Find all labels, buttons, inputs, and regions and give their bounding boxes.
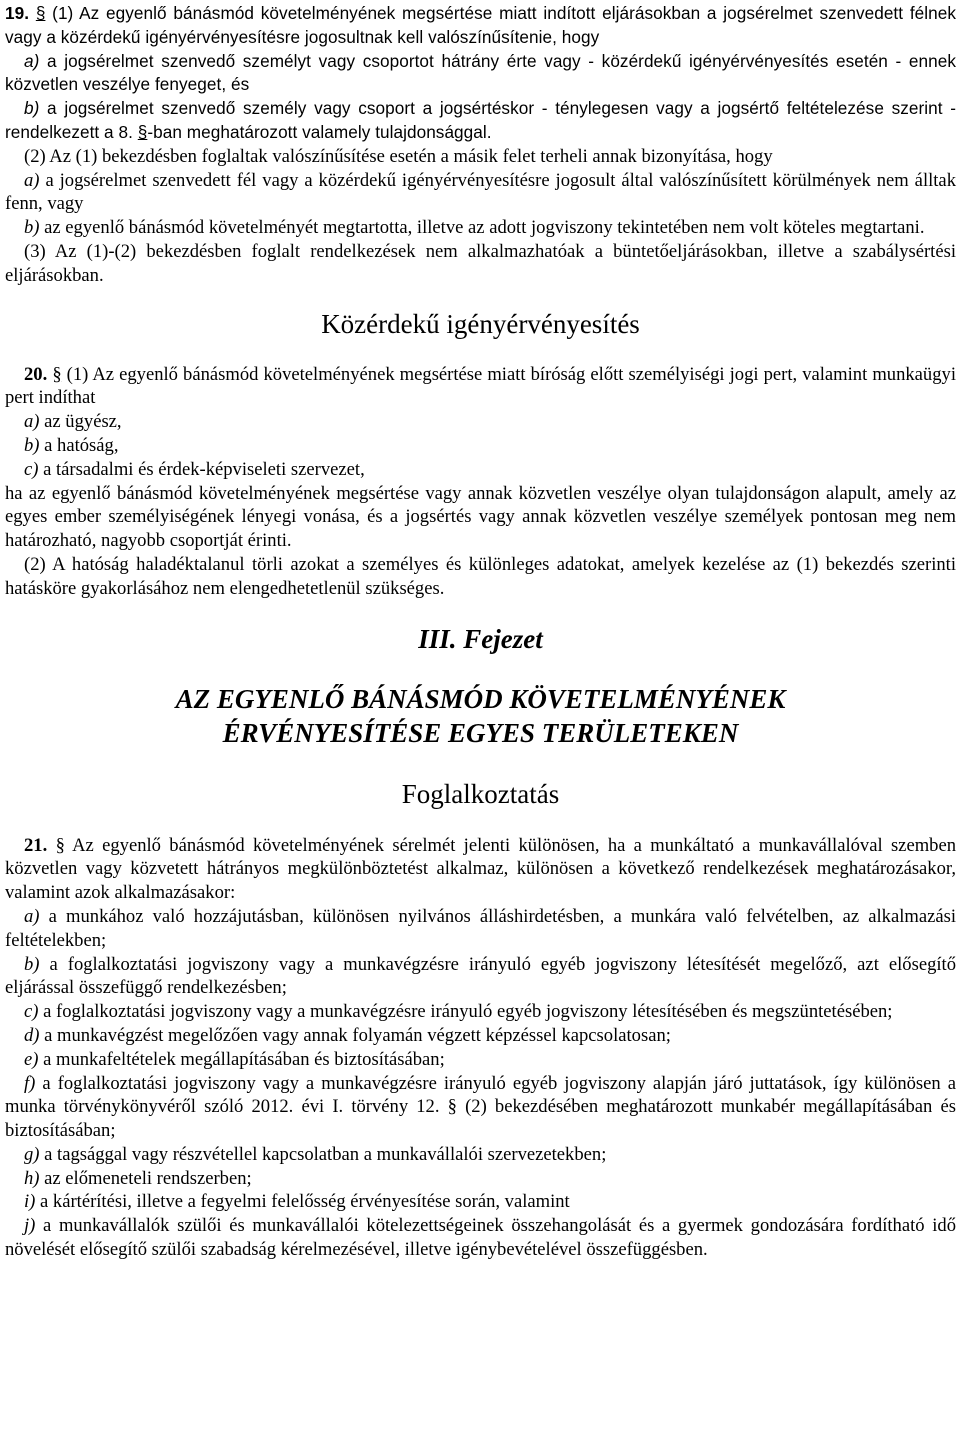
s20-paragraph-1-end: ha az egyenlő bánásmód követelményének megsértése vagy annak közvetlen veszélye olyan tulajdonságon alapult, amely az egyes ember személyiségének lényegi vonása, és a jogsértés vagy annak közvetlen veszélye személyek pontosan meg nem határozható, nagyobb csoportját érinti. <box>5 482 956 552</box>
s20-number: 20. <box>24 363 48 385</box>
s21-item-text: a munkához való hozzájutásban, különösen nyilvános álláshirdetésben, a munkára való felvételben, az alkalmazási feltételekben; <box>5 905 956 951</box>
s20-p1-text: (1) Az egyenlő bánásmód követelményének megsértése miatt bíróság előtt személyiségi jogi pert, valamint munkaügyi pert indíthat <box>5 363 956 409</box>
s20-item-c <box>5 458 956 482</box>
s21-item-text: a foglalkoztatási jogviszony vagy a munkavégzésre irányuló egyéb jogviszony alapján járó juttatások, így különösen a munka törvénykönyvéről szóló 2012. évi I. törvény 12. § (2) bekezdésében meghatározott munkabér megállapításában és biztosításában; <box>5 1072 956 1142</box>
s21-item-text: a foglalkoztatási jogviszony vagy a munkavégzésre irányuló egyéb jogviszony létesítését megelőző, azt elősegítő eljárással összefüggő rendelkezésben; <box>5 953 956 999</box>
s19-p2-item-a <box>5 169 956 217</box>
s21-p1-text: Az egyenlő bánásmód követelményének sérelmét jelenti különösen, ha a munkáltató a munkavállalóval szemben közvetlen vagy közvetett hátrányos megkülönböztetést alkalmaz, különösen a következő rendelkezések meghatározásakor, valamint azok alkalmazásakor: <box>5 834 957 904</box>
s19-item-b <box>5 97 956 145</box>
s19-item-a <box>5 50 956 98</box>
s21-section-sign: § <box>55 834 65 856</box>
s19-p1-text: (1) Az egyenlő bánásmód követelményének megsértése miatt indított eljárásokban a jogsérelmet szenvedett félnek vagy a közérdekű igényérvényesítésre jogosultnak kell valószínűsítenie, hogy <box>5 3 956 47</box>
s21-item-text: a kártérítési, illetve a fegyelmi felelősség érvényesítése során, valamint <box>35 1191 570 1213</box>
list-item <box>5 1214 956 1262</box>
s20-paragraph-1 <box>5 363 956 411</box>
list-item <box>5 1000 956 1024</box>
s19-number: 19. <box>5 3 30 23</box>
s21-item-letter: a) <box>24 905 40 927</box>
s21-item-text: a munkavállalók szülői és munkavállalói kötelezettségeinek összehangolását és a gyermek gondozására fordítható idő növelését elősegítő szülői szabadság kérelmezésével, illetve igénybevételével összefüggésben. <box>5 1215 956 1261</box>
s19-paragraph-2: (2) Az (1) bekezdésben foglaltak valószínűsítése esetén a másik felet terheli annak bizonyítása, hogy <box>24 145 773 167</box>
s21-number: 21. <box>24 834 48 856</box>
s19-item-a-text: a jogsérelmet szenvedő személyt vagy csoportot hátrány érte vagy - közérdekű igényérvényesítés esetén - ennek közvetlen veszélye fenyeget, és <box>5 50 956 95</box>
chapter-title-line-2: ÉRVÉNYESÍTÉSE EGYES TERÜLETEKEN <box>222 717 739 748</box>
s19-item-b-text-1: a jogsérelmet szenvedő személy vagy csoport a jogsértéskor - ténylegesen vagy a jogsértő feltételezése szerint - rendelkezett a 8. <box>5 98 956 142</box>
s21-item-text: a tagsággal vagy részvétellel kapcsolatban a munkavállalói szervezetekben; <box>39 1143 607 1165</box>
s19-item-a-letter: a) <box>24 50 40 71</box>
s19-p2-item-b <box>5 216 956 240</box>
s19-p2-item-b-letter: b) <box>24 217 40 239</box>
list-item <box>5 1072 956 1143</box>
list-item <box>5 905 956 953</box>
s21-item-text: a munkafeltételek megállapításában és biztosításában; <box>38 1048 445 1070</box>
list-item <box>5 953 956 1001</box>
s20-item-b-letter: b) <box>24 434 40 456</box>
s21-item-letter: e) <box>24 1048 39 1070</box>
s21-item-letter: j) <box>24 1215 36 1237</box>
chapter-title-line-1: AZ EGYENLŐ BÁNÁSMÓD KÖVETELMÉNYÉNEK <box>175 683 786 714</box>
s21-item-letter: d) <box>24 1024 40 1046</box>
list-item <box>5 1048 956 1072</box>
chapter-heading: III. Fejezet <box>418 623 543 654</box>
s21-item-letter: h) <box>24 1167 40 1189</box>
s19-p2-item-a-text: a jogsérelmet szenvedett fél vagy a közérdekű igényérvényesítésre jogosult által valószínűsített körülmények nem álltak fenn, vagy <box>5 169 956 215</box>
s21-item-text: a munkavégzést megelőzően vagy annak folyamán végzett képzéssel kapcsolatosan; <box>39 1024 671 1046</box>
s21-item-text: a foglalkoztatási jogviszony vagy a munkavégzésre irányuló egyéb jogviszony létesítésében és megszüntetésében; <box>38 1001 893 1023</box>
list-item <box>5 1190 956 1214</box>
s20-section-sign: § <box>52 363 62 385</box>
s20-item-b <box>5 434 956 458</box>
s21-item-letter: f) <box>24 1072 36 1094</box>
s20-item-a-letter: a) <box>24 411 40 433</box>
s21-item-text: az előmeneteli rendszerben; <box>39 1167 252 1189</box>
s19-paragraph-1 <box>5 2 956 50</box>
s19-section-sign: § <box>35 3 46 23</box>
s21-paragraph-1 <box>5 834 956 905</box>
s19-item-b-text-2: -ban meghatározott valamely tulajdonsággal. <box>147 121 492 142</box>
s21-item-letter: i) <box>24 1191 36 1213</box>
heading-kozerdeku: Közérdekű igényérvényesítés <box>321 308 640 339</box>
s21-item-list <box>5 905 956 1262</box>
s19-p2-item-a-letter: a) <box>24 169 40 191</box>
s21-item-letter: b) <box>24 953 40 975</box>
list-item <box>5 1167 956 1191</box>
list-item <box>5 1024 956 1048</box>
s19-p2-item-b-text: az egyenlő bánásmód követelményét megtartotta, illetve az adott jogviszony tekintetében nem volt köteles megtartani. <box>39 217 925 239</box>
s20-item-b-text: a hatóság, <box>39 434 119 456</box>
s19-item-b-letter: b) <box>24 98 40 119</box>
s20-item-a-text: az ügyész, <box>39 411 122 433</box>
list-item <box>5 1143 956 1167</box>
s20-paragraph-2: (2) A hatóság haladéktalanul törli azokat a személyes és különleges adatokat, amelyek kezelése az (1) bekezdés szerinti hatásköre gyakorlásához nem elengedhetetlenül szükséges. <box>5 553 956 599</box>
s20-item-a <box>5 410 956 434</box>
s20-item-c-letter: c) <box>24 458 39 480</box>
s21-item-letter: c) <box>24 1001 39 1023</box>
s20-item-c-text: a társadalmi és érdek-képviseleti szervezet, <box>38 458 365 480</box>
heading-foglalkoztatas: Foglalkoztatás <box>401 778 560 809</box>
s19-paragraph-3: (3) Az (1)-(2) bekezdésben foglalt rendelkezések nem alkalmazhatóak a büntetőeljárásokban, illetve a szabálysértési eljárásokban. <box>5 240 956 286</box>
s21-item-letter: g) <box>24 1143 40 1165</box>
s19-item-b-section-sign: § <box>137 121 148 142</box>
